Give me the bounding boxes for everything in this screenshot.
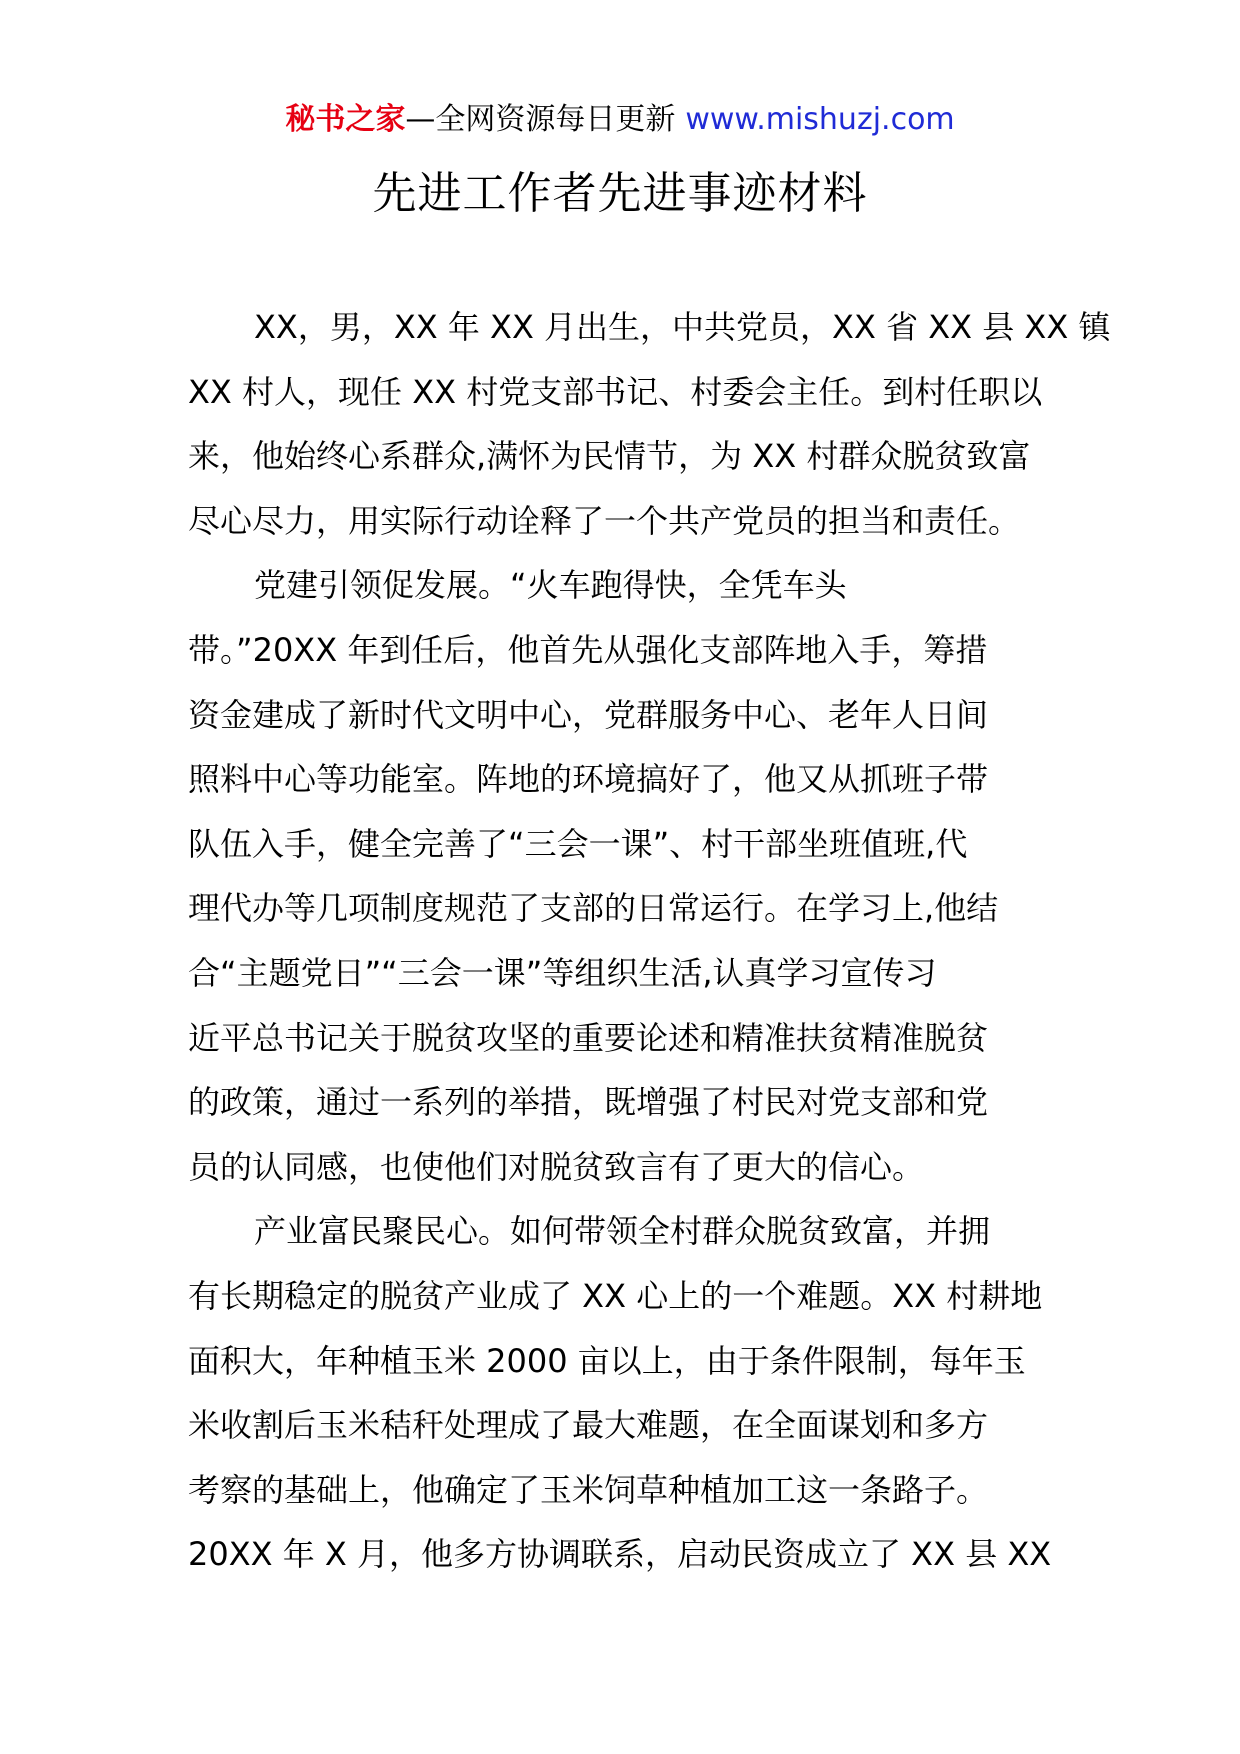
paragraph-line: 合“主题党日”“三会一课”等组织生活,认真学习宣传习 [188,953,937,992]
paragraph-line: XX 村人，现任 XX 村党支部书记、村委会主任。到村任职以 [188,372,1043,411]
paragraph-line: 资金建成了新时代文明中心，党群服务中心、老年人日间 [188,695,989,734]
document-body [188,295,1111,1587]
site-slogan: —全网资源每日更新 [405,102,676,137]
paragraph-line: 有长期稳定的脱贫产业成了 XX 心上的一个难题。XX 村耕地 [188,1276,1043,1315]
paragraph-line: 队伍入手，健全完善了“三会一课”、村干部坐班值班,代 [188,824,968,863]
site-header [0,100,1240,140]
paragraph-line: 面积大，年种植玉米 2000 亩以上，由于条件限制，每年玉 [188,1341,1026,1380]
paragraph-line: 理代办等几项制度规范了支部的日常运行。在学习上,他结 [188,889,999,928]
paragraph-line: 员的认同感，也使他们对脱贫致言有了更大的信心。 [188,1147,925,1186]
paragraph-line: 尽心尽力，用实际行动诠释了一个共产党员的担当和责任。 [188,501,1021,540]
document-title: 先进工作者先进事迹材料 [372,168,868,219]
paragraph-line: XX，男，XX 年 XX 月出生，中共党员，XX 省 XX 县 XX 镇 [254,308,1111,346]
site-url-link[interactable]: www.mishuzj.com [685,102,955,137]
paragraph-line: 党建引领促发展。“火车跑得快，全凭车头 [254,566,847,605]
paragraph-line: 20XX 年 X 月，他多方协调联系，启动民资成立了 XX 县 XX [188,1535,1052,1574]
paragraph-line: 米收割后玉米秸秆处理成了最大难题，在全面谋划和多方 [188,1406,989,1445]
paragraph-line: 的政策，通过一系列的举措，既增强了村民对党支部和党 [188,1083,989,1122]
paragraph-line: 带。”20XX 年到任后，他首先从强化支部阵地入手，筹措 [188,630,988,669]
paragraph-line: 近平总书记关于脱贫攻坚的重要论述和精准扶贫精准脱贫 [188,1018,989,1057]
paragraph-line: 照料中心等功能室。阵地的环境搞好了，他又从抓班子带 [188,760,989,799]
paragraph-line: 来，他始终心系群众,满怀为民情节，为 XX 村群众脱贫致富 [188,437,1031,476]
paragraph-line: 产业富民聚民心。如何带领全村群众脱贫致富，并拥 [254,1212,991,1251]
paragraph-line: 考察的基础上，他确定了玉米饲草种植加工这一条路子。 [188,1470,989,1509]
site-brand: 秘书之家 [285,102,406,137]
